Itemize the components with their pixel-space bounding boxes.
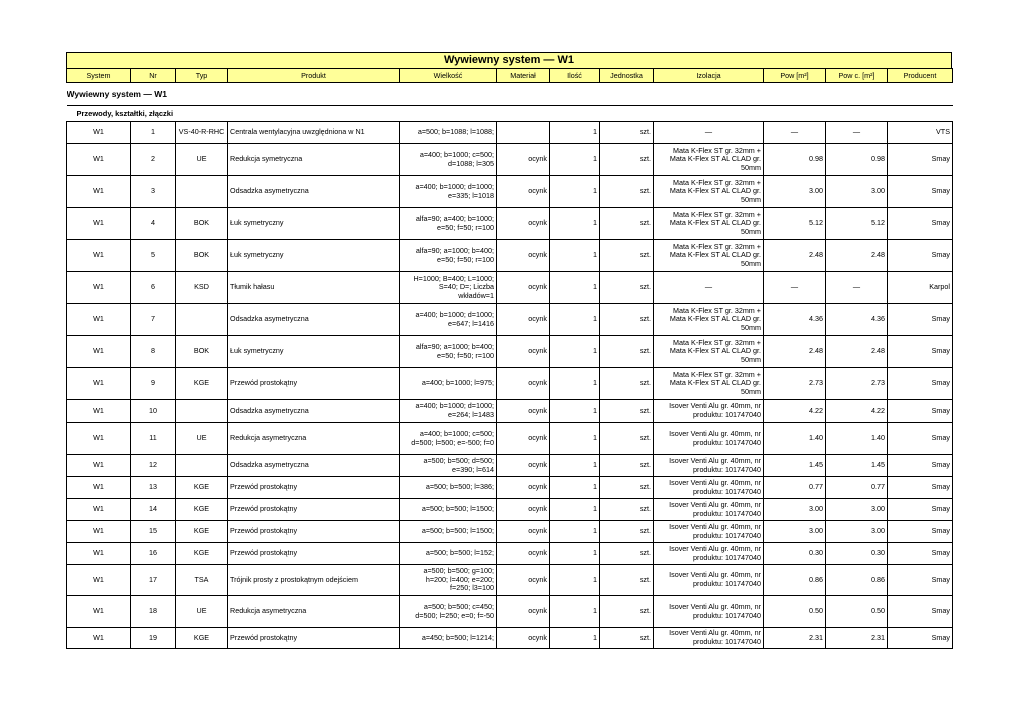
cell-pow: 0.77 — [764, 477, 826, 499]
cell-producent: Smay — [888, 477, 953, 499]
table-row — [67, 336, 953, 368]
cell-ilosc: 1 — [550, 144, 600, 176]
cell-produkt: Przewód prostokątny — [228, 477, 400, 499]
cell-powc: — — [826, 122, 888, 144]
cell-pow: — — [764, 272, 826, 304]
table-row — [67, 122, 953, 144]
cell-izolacja: Isover Venti Alu gr. 40mm, nr produktu: 101747040 — [654, 400, 764, 423]
cell-jednostka: szt. — [600, 122, 654, 144]
cell-material: ocynk — [497, 400, 550, 423]
cell-system: W1 — [67, 240, 131, 272]
cell-typ: BOK — [176, 336, 228, 368]
cell-izolacja: Mata K-Flex ST gr. 32mm + Mata K-Flex ST AL CLAD gr. 50mm — [654, 304, 764, 336]
cell-pow: 2.31 — [764, 628, 826, 649]
cell-producent: Smay — [888, 499, 953, 521]
cell-powc: 1.40 — [826, 423, 888, 455]
cell-producent: Smay — [888, 336, 953, 368]
cell-produkt: Odsadzka asymetryczna — [228, 400, 400, 423]
cell-nr: 8 — [131, 336, 176, 368]
cell-produkt: Łuk symetryczny — [228, 336, 400, 368]
cell-izolacja: Mata K-Flex ST gr. 32mm + Mata K-Flex ST AL CLAD gr. 50mm — [654, 144, 764, 176]
group-heading-row — [67, 106, 953, 122]
cell-izolacja: Isover Venti Alu gr. 40mm, nr produktu: 101747040 — [654, 477, 764, 499]
cell-powc: 0.50 — [826, 596, 888, 628]
cell-ilosc: 1 — [550, 521, 600, 543]
cell-powc: 0.86 — [826, 565, 888, 596]
cell-jednostka: szt. — [600, 477, 654, 499]
col-header-nr: Nr — [131, 69, 176, 83]
cell-pow: 2.48 — [764, 240, 826, 272]
cell-system: W1 — [67, 499, 131, 521]
cell-produkt: Odsadzka asymetryczna — [228, 176, 400, 208]
cell-powc: 5.12 — [826, 208, 888, 240]
cell-ilosc: 1 — [550, 336, 600, 368]
cell-pow: 5.12 — [764, 208, 826, 240]
cell-izolacja: — — [654, 272, 764, 304]
cell-system: W1 — [67, 122, 131, 144]
cell-material: ocynk — [497, 368, 550, 400]
cell-izolacja: Isover Venti Alu gr. 40mm, nr produktu: 101747040 — [654, 596, 764, 628]
cell-nr: 19 — [131, 628, 176, 649]
cell-material: ocynk — [497, 499, 550, 521]
cell-producent: Smay — [888, 521, 953, 543]
column-header-row — [67, 69, 953, 83]
cell-pow: 4.22 — [764, 400, 826, 423]
cell-material: ocynk — [497, 272, 550, 304]
cell-nr: 5 — [131, 240, 176, 272]
col-header-produkt: Produkt — [228, 69, 400, 83]
cell-typ: KGE — [176, 368, 228, 400]
col-header-ilosc: Ilość — [550, 69, 600, 83]
cell-ilosc: 1 — [550, 628, 600, 649]
cell-powc: 4.22 — [826, 400, 888, 423]
cell-produkt: Przewód prostokątny — [228, 521, 400, 543]
cell-pow: 0.98 — [764, 144, 826, 176]
cell-typ: TSA — [176, 565, 228, 596]
cell-jednostka: szt. — [600, 596, 654, 628]
cell-produkt: Łuk symetryczny — [228, 208, 400, 240]
cell-ilosc: 1 — [550, 368, 600, 400]
col-header-producent: Producent — [888, 69, 953, 83]
cell-producent: Smay — [888, 565, 953, 596]
cell-wielkosc: a=500; b=500; g=100; h=200; l=400; e=200; f=250; l3=100 — [400, 565, 497, 596]
cell-wielkosc: a=400; b=1000; d=1000; e=264; l=1483 — [400, 400, 497, 423]
col-header-izolacja: Izolacja — [654, 69, 764, 83]
cell-izolacja: Isover Venti Alu gr. 40mm, nr produktu: 101747040 — [654, 499, 764, 521]
cell-ilosc: 1 — [550, 596, 600, 628]
cell-system: W1 — [67, 336, 131, 368]
cell-producent: Smay — [888, 543, 953, 565]
cell-produkt: Odsadzka asymetryczna — [228, 455, 400, 477]
cell-powc: 3.00 — [826, 176, 888, 208]
table-row — [67, 272, 953, 304]
cell-ilosc: 1 — [550, 423, 600, 455]
cell-pow: 3.00 — [764, 521, 826, 543]
cell-izolacja: Mata K-Flex ST gr. 32mm + Mata K-Flex ST AL CLAD gr. 50mm — [654, 208, 764, 240]
cell-produkt: Przewód prostokątny — [228, 628, 400, 649]
cell-pow: 3.00 — [764, 499, 826, 521]
cell-producent: Smay — [888, 240, 953, 272]
cell-pow: 1.40 — [764, 423, 826, 455]
cell-typ: UE — [176, 144, 228, 176]
cell-jednostka: szt. — [600, 208, 654, 240]
cell-typ — [176, 304, 228, 336]
cell-system: W1 — [67, 455, 131, 477]
cell-producent: Smay — [888, 400, 953, 423]
cell-wielkosc: alfa=90; a=1000; b=400; e=50; f=50; r=100 — [400, 336, 497, 368]
cell-producent: Smay — [888, 208, 953, 240]
cell-izolacja: Mata K-Flex ST gr. 32mm + Mata K-Flex ST AL CLAD gr. 50mm — [654, 240, 764, 272]
cell-material: ocynk — [497, 521, 550, 543]
cell-pow: 4.36 — [764, 304, 826, 336]
cell-nr: 17 — [131, 565, 176, 596]
cell-powc: 2.73 — [826, 368, 888, 400]
cell-wielkosc: alfa=90; a=1000; b=400; e=50; f=50; r=100 — [400, 240, 497, 272]
cell-pow: 1.45 — [764, 455, 826, 477]
cell-system: W1 — [67, 628, 131, 649]
cell-izolacja: Isover Venti Alu gr. 40mm, nr produktu: 101747040 — [654, 628, 764, 649]
cell-ilosc: 1 — [550, 499, 600, 521]
cell-jednostka: szt. — [600, 304, 654, 336]
cell-powc: 3.00 — [826, 521, 888, 543]
cell-jednostka: szt. — [600, 499, 654, 521]
cell-izolacja: — — [654, 122, 764, 144]
cell-pow: 0.50 — [764, 596, 826, 628]
cell-material: ocynk — [497, 455, 550, 477]
cell-jednostka: szt. — [600, 336, 654, 368]
cell-pow: 0.30 — [764, 543, 826, 565]
cell-nr: 11 — [131, 423, 176, 455]
cell-typ: UE — [176, 596, 228, 628]
cell-wielkosc: a=400; b=1000; l=975; — [400, 368, 497, 400]
cell-system: W1 — [67, 565, 131, 596]
cell-powc: 2.48 — [826, 336, 888, 368]
cell-typ: BOK — [176, 240, 228, 272]
cell-material: ocynk — [497, 423, 550, 455]
cell-jednostka: szt. — [600, 423, 654, 455]
cell-material: ocynk — [497, 304, 550, 336]
cell-pow: 2.48 — [764, 336, 826, 368]
cell-wielkosc: a=500; b=500; d=500; e=390; l=614 — [400, 455, 497, 477]
cell-produkt: Przewód prostokątny — [228, 368, 400, 400]
cell-system: W1 — [67, 400, 131, 423]
cell-nr: 18 — [131, 596, 176, 628]
cell-wielkosc: a=500; b=500; l=1500; — [400, 521, 497, 543]
cell-jednostka: szt. — [600, 144, 654, 176]
cell-ilosc: 1 — [550, 304, 600, 336]
cell-nr: 10 — [131, 400, 176, 423]
cell-nr: 16 — [131, 543, 176, 565]
cell-typ: KGE — [176, 543, 228, 565]
cell-produkt: Redukcja asymetryczna — [228, 596, 400, 628]
cell-produkt: Przewód prostokątny — [228, 499, 400, 521]
table-row — [67, 368, 953, 400]
cell-wielkosc: a=500; b=500; l=1500; — [400, 499, 497, 521]
cell-material: ocynk — [497, 596, 550, 628]
cell-material: ocynk — [497, 240, 550, 272]
col-header-jednostka: Jednostka — [600, 69, 654, 83]
cell-producent: VTS — [888, 122, 953, 144]
cell-powc: 4.36 — [826, 304, 888, 336]
table-row — [67, 304, 953, 336]
table-row — [67, 596, 953, 628]
cell-wielkosc: a=400; b=1000; c=500; d=1088; l=305 — [400, 144, 497, 176]
cell-typ: KSD — [176, 272, 228, 304]
cell-ilosc: 1 — [550, 272, 600, 304]
cell-typ: BOK — [176, 208, 228, 240]
cell-typ: VS-40-R-RHC — [176, 122, 228, 144]
system-heading-row — [67, 83, 953, 106]
schedule-table — [66, 68, 953, 649]
cell-typ: KGE — [176, 521, 228, 543]
cell-material — [497, 122, 550, 144]
cell-wielkosc: a=500; b=500; l=386; — [400, 477, 497, 499]
cell-wielkosc: a=400; b=1000; c=500; d=500; l=500; e=-500; f=0 — [400, 423, 497, 455]
cell-ilosc: 1 — [550, 455, 600, 477]
cell-system: W1 — [67, 543, 131, 565]
cell-producent: Smay — [888, 176, 953, 208]
cell-system: W1 — [67, 272, 131, 304]
table-row — [67, 455, 953, 477]
cell-typ — [176, 455, 228, 477]
cell-powc: 0.77 — [826, 477, 888, 499]
cell-jednostka: szt. — [600, 521, 654, 543]
cell-jednostka: szt. — [600, 176, 654, 208]
cell-ilosc: 1 — [550, 400, 600, 423]
cell-powc: 0.98 — [826, 144, 888, 176]
cell-powc: 2.31 — [826, 628, 888, 649]
cell-izolacja: Isover Venti Alu gr. 40mm, nr produktu: 101747040 — [654, 423, 764, 455]
cell-jednostka: szt. — [600, 455, 654, 477]
cell-producent: Karpol — [888, 272, 953, 304]
table-row — [67, 521, 953, 543]
cell-wielkosc: a=500; b=1088; l=1088; — [400, 122, 497, 144]
cell-material: ocynk — [497, 543, 550, 565]
cell-jednostka: szt. — [600, 565, 654, 596]
cell-nr: 2 — [131, 144, 176, 176]
cell-ilosc: 1 — [550, 543, 600, 565]
cell-system: W1 — [67, 423, 131, 455]
cell-pow: 0.86 — [764, 565, 826, 596]
cell-material: ocynk — [497, 628, 550, 649]
cell-produkt: Redukcja asymetryczna — [228, 423, 400, 455]
cell-ilosc: 1 — [550, 122, 600, 144]
cell-produkt: Centrala wentylacyjna uwzględniona w N1 — [228, 122, 400, 144]
col-header-powc: Pow c. [m²] — [826, 69, 888, 83]
cell-izolacja: Isover Venti Alu gr. 40mm, nr produktu: 101747040 — [654, 543, 764, 565]
cell-wielkosc: H=1000; B=400; L=1000; S=40; D=; Liczba wkładów=1 — [400, 272, 497, 304]
col-header-pow: Pow [m²] — [764, 69, 826, 83]
schedule-sheet — [66, 52, 952, 649]
table-row — [67, 240, 953, 272]
table-row — [67, 499, 953, 521]
table-row — [67, 176, 953, 208]
cell-produkt: Tłumik hałasu — [228, 272, 400, 304]
cell-jednostka: szt. — [600, 272, 654, 304]
cell-pow: 3.00 — [764, 176, 826, 208]
cell-powc: — — [826, 272, 888, 304]
cell-producent: Smay — [888, 596, 953, 628]
system-heading: Wywiewny system — W1 — [67, 83, 953, 106]
cell-wielkosc: alfa=90; a=400; b=1000; e=50; f=50; r=100 — [400, 208, 497, 240]
cell-izolacja: Isover Venti Alu gr. 40mm, nr produktu: 101747040 — [654, 455, 764, 477]
cell-wielkosc: a=500; b=500; l=152; — [400, 543, 497, 565]
cell-ilosc: 1 — [550, 477, 600, 499]
cell-material: ocynk — [497, 176, 550, 208]
cell-system: W1 — [67, 208, 131, 240]
col-header-typ: Typ — [176, 69, 228, 83]
cell-typ — [176, 176, 228, 208]
cell-producent: Smay — [888, 455, 953, 477]
table-row — [67, 628, 953, 649]
cell-material: ocynk — [497, 477, 550, 499]
cell-powc: 0.30 — [826, 543, 888, 565]
table-row — [67, 400, 953, 423]
cell-material: ocynk — [497, 565, 550, 596]
cell-powc: 3.00 — [826, 499, 888, 521]
table-row — [67, 423, 953, 455]
cell-jednostka: szt. — [600, 240, 654, 272]
cell-material: ocynk — [497, 336, 550, 368]
cell-producent: Smay — [888, 144, 953, 176]
cell-izolacja: Mata K-Flex ST gr. 32mm + Mata K-Flex ST AL CLAD gr. 50mm — [654, 336, 764, 368]
cell-producent: Smay — [888, 628, 953, 649]
cell-ilosc: 1 — [550, 240, 600, 272]
cell-powc: 2.48 — [826, 240, 888, 272]
cell-pow: — — [764, 122, 826, 144]
cell-nr: 6 — [131, 272, 176, 304]
cell-typ: KGE — [176, 499, 228, 521]
sheet-title: Wywiewny system — W1 — [66, 52, 952, 68]
cell-jednostka: szt. — [600, 628, 654, 649]
cell-jednostka: szt. — [600, 400, 654, 423]
cell-ilosc: 1 — [550, 565, 600, 596]
cell-system: W1 — [67, 477, 131, 499]
cell-produkt: Przewód prostokątny — [228, 543, 400, 565]
cell-wielkosc: a=450; b=500; l=1214; — [400, 628, 497, 649]
cell-ilosc: 1 — [550, 208, 600, 240]
cell-nr: 15 — [131, 521, 176, 543]
cell-nr: 9 — [131, 368, 176, 400]
cell-nr: 1 — [131, 122, 176, 144]
cell-producent: Smay — [888, 368, 953, 400]
table-row — [67, 144, 953, 176]
cell-nr: 12 — [131, 455, 176, 477]
cell-nr: 14 — [131, 499, 176, 521]
cell-produkt: Łuk symetryczny — [228, 240, 400, 272]
cell-nr: 13 — [131, 477, 176, 499]
cell-typ: KGE — [176, 628, 228, 649]
cell-system: W1 — [67, 176, 131, 208]
cell-produkt: Trójnik prosty z prostokątnym odejściem — [228, 565, 400, 596]
cell-powc: 1.45 — [826, 455, 888, 477]
cell-pow: 2.73 — [764, 368, 826, 400]
cell-system: W1 — [67, 368, 131, 400]
cell-wielkosc: a=500; b=500; c=450; d=500; l=250; e=0; f=-50 — [400, 596, 497, 628]
cell-jednostka: szt. — [600, 543, 654, 565]
cell-typ: KGE — [176, 477, 228, 499]
cell-producent: Smay — [888, 423, 953, 455]
cell-produkt: Odsadzka asymetryczna — [228, 304, 400, 336]
cell-system: W1 — [67, 144, 131, 176]
group-heading: Przewody, kształtki, złączki — [67, 106, 953, 122]
cell-nr: 3 — [131, 176, 176, 208]
cell-system: W1 — [67, 521, 131, 543]
cell-material: ocynk — [497, 208, 550, 240]
col-header-system: System — [67, 69, 131, 83]
cell-typ — [176, 400, 228, 423]
cell-typ: UE — [176, 423, 228, 455]
col-header-wielkosc: Wielkość — [400, 69, 497, 83]
cell-ilosc: 1 — [550, 176, 600, 208]
cell-izolacja: Isover Venti Alu gr. 40mm, nr produktu: 101747040 — [654, 565, 764, 596]
cell-izolacja: Isover Venti Alu gr. 40mm, nr produktu: 101747040 — [654, 521, 764, 543]
table-row — [67, 565, 953, 596]
cell-nr: 7 — [131, 304, 176, 336]
table-row — [67, 208, 953, 240]
cell-producent: Smay — [888, 304, 953, 336]
cell-jednostka: szt. — [600, 368, 654, 400]
cell-system: W1 — [67, 596, 131, 628]
cell-produkt: Redukcja symetryczna — [228, 144, 400, 176]
cell-izolacja: Mata K-Flex ST gr. 32mm + Mata K-Flex ST AL CLAD gr. 50mm — [654, 368, 764, 400]
cell-izolacja: Mata K-Flex ST gr. 32mm + Mata K-Flex ST AL CLAD gr. 50mm — [654, 176, 764, 208]
cell-wielkosc: a=400; b=1000; d=1000; e=647; l=1416 — [400, 304, 497, 336]
cell-material: ocynk — [497, 144, 550, 176]
cell-wielkosc: a=400; b=1000; d=1000; e=335; l=1018 — [400, 176, 497, 208]
col-header-material: Materiał — [497, 69, 550, 83]
cell-nr: 4 — [131, 208, 176, 240]
table-row — [67, 543, 953, 565]
cell-system: W1 — [67, 304, 131, 336]
table-row — [67, 477, 953, 499]
